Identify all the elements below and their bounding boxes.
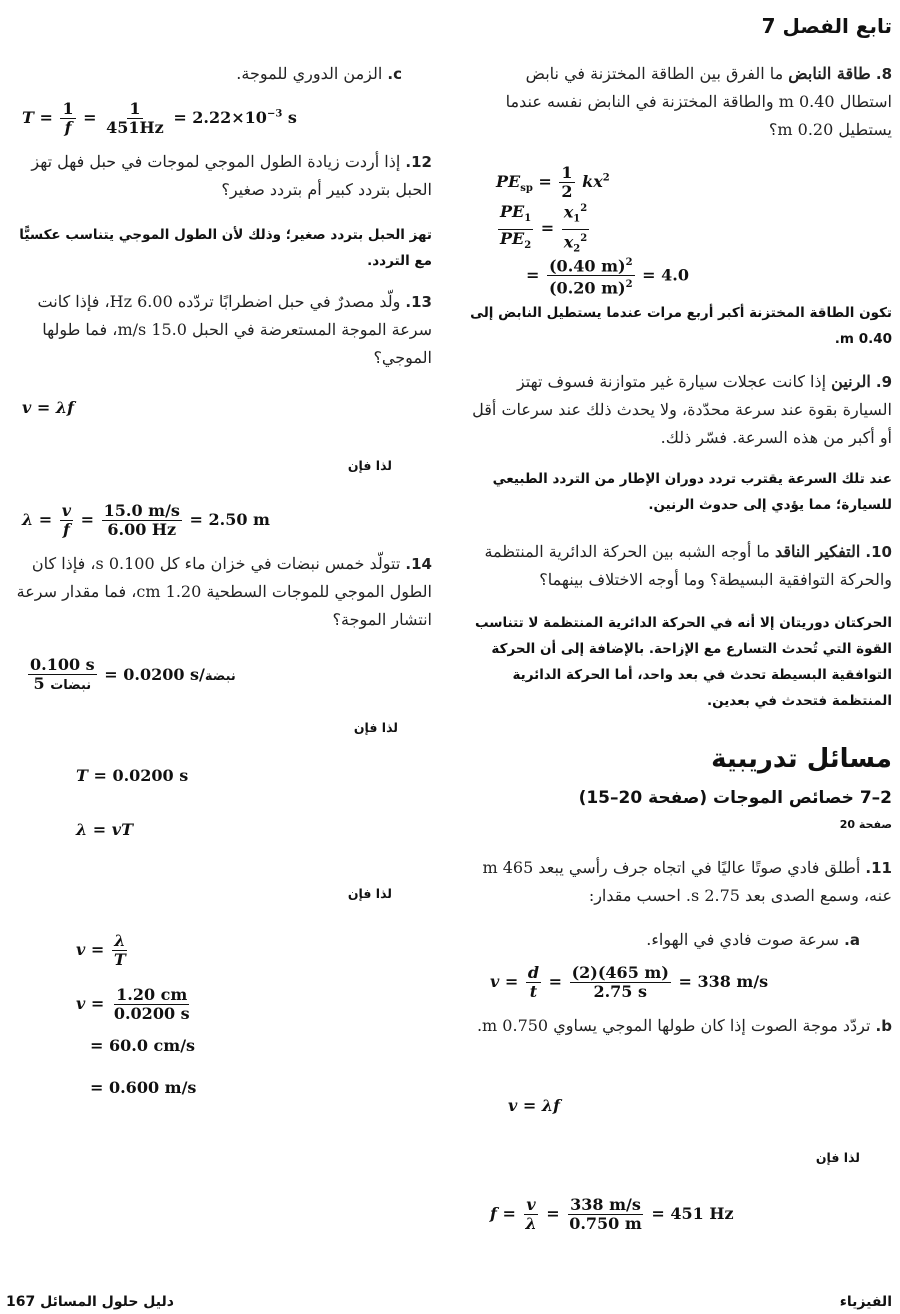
question-keyword: الرنين — [831, 372, 871, 391]
question-keyword: التفكير الناقد — [774, 542, 861, 561]
part-label: a. — [844, 931, 860, 949]
question-9 — [472, 368, 892, 452]
equation-energy-ratio: $\frac{PE_1}{PE_2}$ = $\frac{x_1^2}{x_2^2}$ — [496, 200, 591, 258]
question-text: إذا أردت زيادة الطول الموجي لموجات في حبل فهل تهز الحبل بتردد كبير أم بتردد صغير؟ — [31, 152, 432, 199]
question-number: 14. — [405, 555, 432, 573]
part-label: c. — [387, 65, 402, 83]
equation-period-2: T = 0.0200 s — [76, 766, 189, 785]
part-label: b. — [875, 1017, 892, 1035]
equation-v-m: = 0.600 m/s — [90, 1078, 197, 1097]
section-title: مسائل تدريبية — [711, 744, 892, 774]
section-page: صفحة 20 — [839, 818, 892, 831]
equation-lambda-vt: λ = vT — [76, 820, 133, 839]
question-number: 13. — [405, 293, 432, 311]
answer-9: عند تلك السرعة يقترب تردد دوران الإطار من التردد الطبيعي للسيارة؛ مما يؤدي إلى حدوث الرنين. — [492, 471, 892, 513]
question-number: 10. — [865, 543, 892, 561]
question-number: 12. — [405, 153, 432, 171]
part-text: تردّد موجة الصوت إذا كان طولها الموجي يساوي 0.750 m. — [476, 1016, 871, 1035]
question-keyword: طاقة النابض — [788, 64, 871, 83]
footer-page-number: 167 دليل حلول المسائل — [6, 1294, 174, 1310]
question-14 — [0, 550, 432, 634]
footer-subject: الفيزياء — [839, 1294, 892, 1310]
equation-period: T = $\frac{1}{f}$ = $\frac{1}{451Hz}$ = $2.22\times 10^{-3}$ s — [22, 99, 297, 137]
equation-frequency: f = $\frac{v}{\lambda}$ = $\frac{338 m/s}{0.750 m}$ = 451 Hz — [490, 1195, 734, 1233]
question-text: ولّد مصدرٌ في حبل اضطرابًا تردّده 6.00 Hz، فإذا كانت سرعة الموجة المستعرضة في الحبل 15.0 m/s، فما طولها الموجي؟ — [37, 292, 432, 367]
equation-v-value: v = $\frac{1.20 cm}{0.0200 s}$ — [76, 985, 190, 1023]
question-8 — [472, 60, 892, 144]
question-12 — [0, 148, 432, 204]
question-11c — [2, 60, 402, 88]
equation-sound-speed: v = $\frac{d}{t}$ = $\frac{(2)(465 m)}{2.75 s}$ = 338 m/s — [490, 963, 769, 1001]
question-11b — [472, 1012, 892, 1040]
answer-8: تكون الطاقة المختزنة أكبر أربع مرات عندما يستطيل النابض إلى 0.40 m. — [470, 305, 892, 347]
answer-10: الحركتان دوريتان إلا أنه في الحركة الدائرية المنتظمة لا تتناسب القوة التي تُحدث التسارع مع الإزاحة. بالإضافة إلى أن الحركة التوافقية البسيطة تحدث في بعد واحد، أما الحركة الدائرية المنتظمة فتحدث في بعدين. — [474, 615, 892, 709]
answer-12: تهز الحبل بتردد صغير؛ وذلك لأن الطول الموجي يتناسب عكسيًّا مع التردد. — [19, 227, 432, 269]
equation-v-lambda-t: v = $\frac{\lambda}{T}$ — [76, 931, 126, 969]
question-number: 8. — [875, 65, 892, 83]
equation-wavelength: λ = $\frac{v}{f}$ = $\frac{15.0 m/s}{6.00 Hz}$ = 2.50 m — [22, 501, 270, 539]
equation-energy-result: = $\frac{(0.40 m)^2}{(0.20 m)^2}$ = 4.0 — [526, 254, 689, 298]
question-number: 11. — [865, 859, 892, 877]
equation-pulse-time: $\frac{0.100 s}{\text{نبضات 5}}$ = 0.0200 s/نبضة — [30, 655, 236, 693]
question-number: 9. — [875, 373, 892, 391]
question-text: أطلق فادي صوتًا عاليًا في اتجاه جرف رأسي يبعد 465 m عنه، وسمع الصدى بعد 2.75 s. احسب مقدار: — [482, 858, 892, 905]
question-text: إذا كانت عجلات سيارة غير متوازنة فسوف تهتز السيارة بقوة عند سرعة محدّدة، ولا يحدث ذلك عند سرعات أقل أو أكبر من هذه السرعة. فسّر ذلك. — [472, 372, 892, 447]
so-label: لذا فإن — [347, 886, 392, 901]
part-text: الزمن الدوري للموجة. — [236, 64, 383, 83]
question-text: ما أوجه الشبه بين الحركة الدائرية المنتظمة والحركة التوافقية البسيطة؟ وما أوجه الاختلاف بينهما؟ — [484, 542, 892, 589]
question-text: ما الفرق بين الطاقة المختزنة في نابض استطال 0.40 m والطاقة المختزنة في النابض نفسه عندما يستطيل 0.20 m؟ — [505, 64, 892, 139]
chapter-header: تابع الفصل 7 — [761, 14, 892, 38]
question-11 — [472, 854, 892, 910]
section-subtitle: 2–7 خصائص الموجات (صفحة 20–15) — [578, 788, 892, 808]
equation-wave-speed-2: v = λf — [22, 398, 74, 417]
so-label: لذا فإن — [347, 458, 392, 473]
question-11a — [480, 926, 860, 954]
question-13 — [0, 288, 432, 372]
question-10 — [472, 538, 892, 594]
so-label: لذا فإن — [353, 720, 398, 735]
equation-v-cm: = 60.0 cm/s — [90, 1036, 196, 1055]
equation-spring-energy: $PE_{sp}$ = $\frac{1}{2}$ $kx^2$ — [496, 163, 610, 201]
part-text: سرعة صوت فادي في الهواء. — [646, 930, 840, 949]
so-label: لذا فإن — [815, 1150, 860, 1165]
question-text: تتولّد خمس نبضات في خزان ماء كل 0.100 s، فإذا كان الطول الموجي للموجات السطحية 1.20 cm، فما مقدار سرعة انتشار الموجة؟ — [16, 554, 432, 629]
equation-wave-speed: v = λf — [508, 1096, 560, 1115]
